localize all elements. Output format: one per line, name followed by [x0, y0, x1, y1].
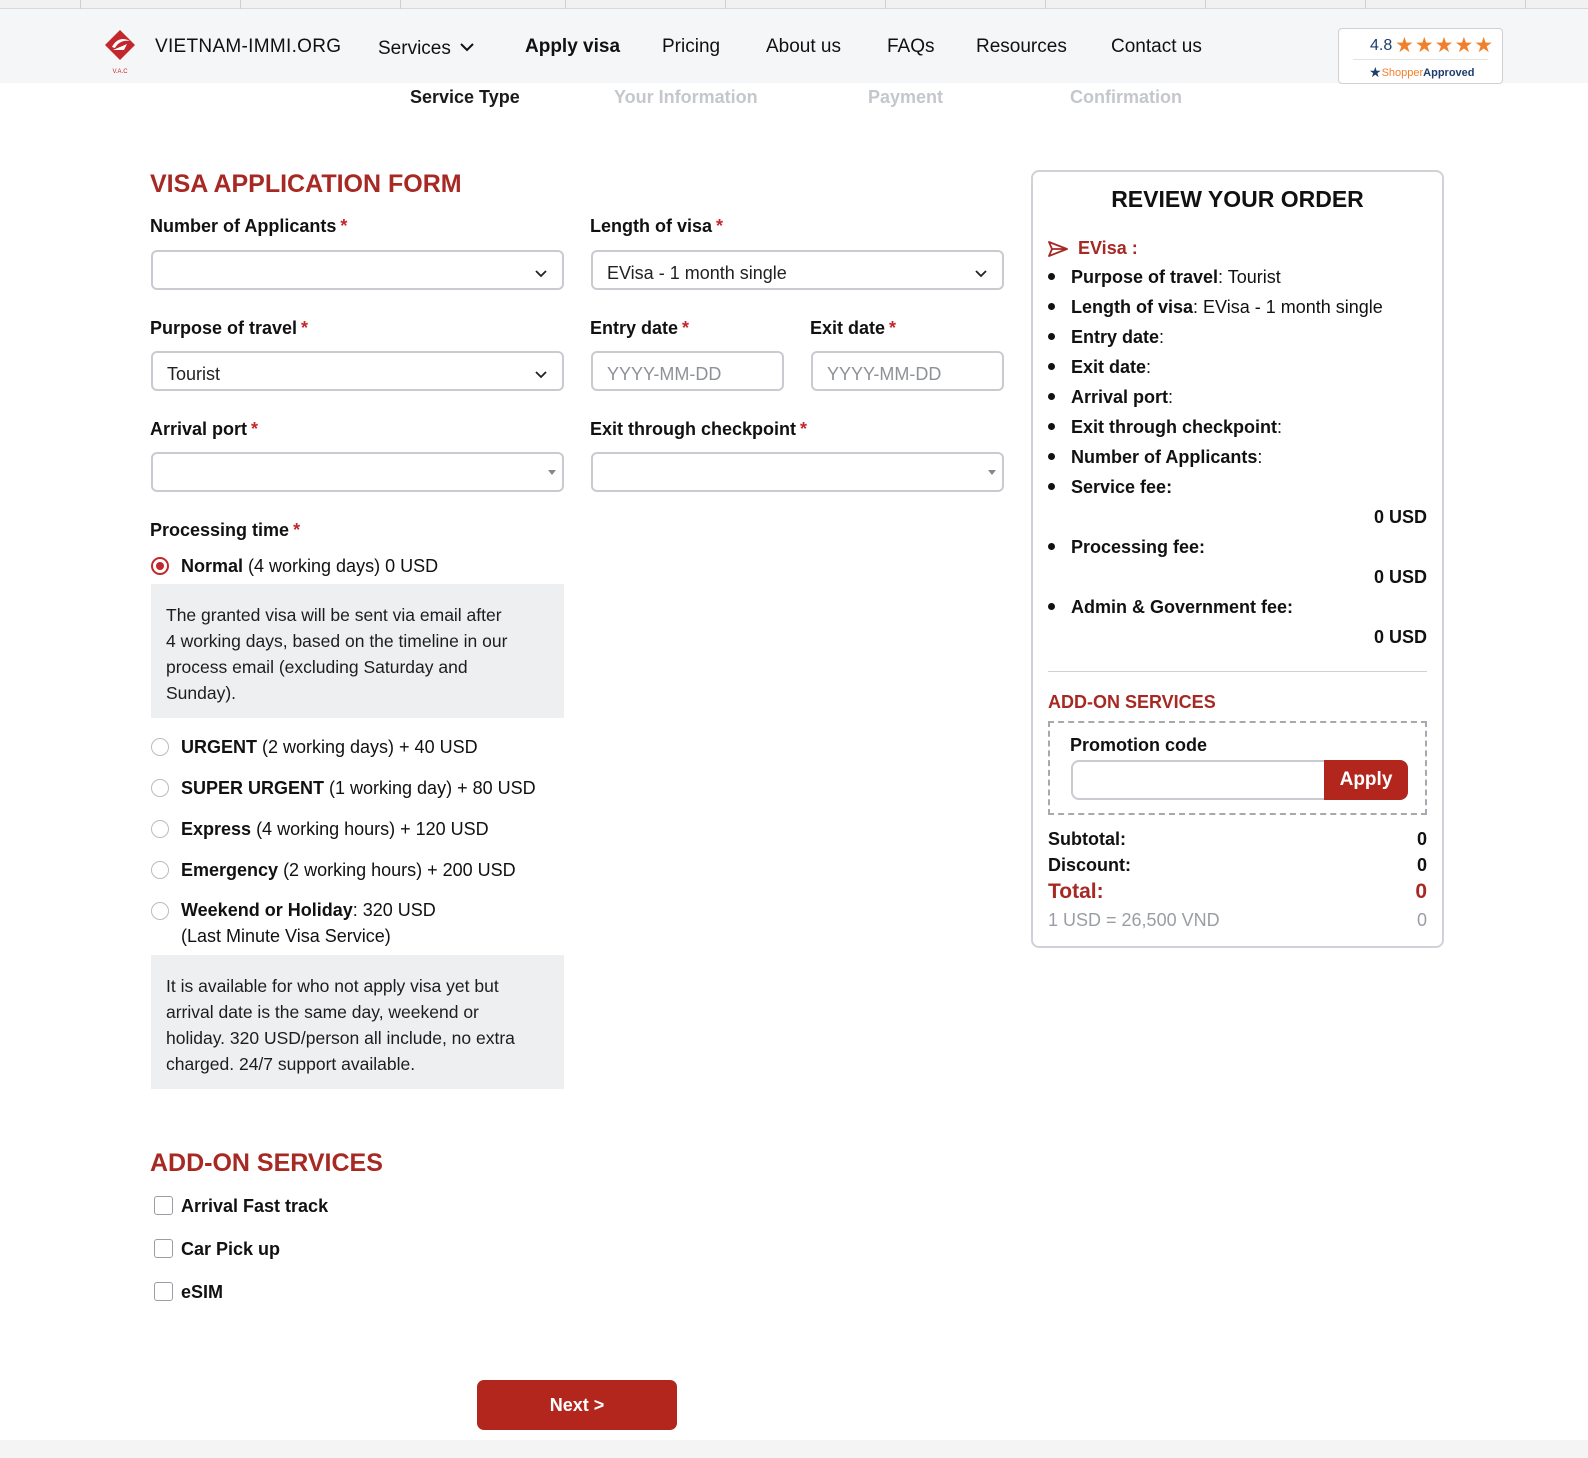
length-label: [590, 216, 723, 237]
logo-caption: V.A.C: [112, 69, 128, 75]
review-entry-label: Entry date: [1071, 327, 1160, 347]
note-line: arrival date is the same day, weekend or: [166, 1002, 479, 1022]
note-line: Sunday).: [166, 683, 237, 703]
exit-date-placeholder: YYYY-MM-DD: [827, 364, 942, 384]
option-express-name: Express: [181, 819, 252, 839]
required-mark: *: [682, 318, 690, 338]
option-express-detail: (4 working hours) + 120 USD: [251, 819, 489, 839]
option-urgent[interactable]: [181, 737, 478, 758]
evisa-label: EVisa :: [1078, 238, 1138, 258]
promo-code-input[interactable]: [1071, 760, 1326, 800]
discount-label: Discount:: [1048, 855, 1131, 875]
purpose-label-text: Purpose of travel: [150, 318, 298, 338]
review-arrival: Arrival port:: [1048, 387, 1173, 408]
brand-logo-icon[interactable]: [103, 28, 137, 76]
apply-promo-button[interactable]: Apply: [1324, 760, 1408, 800]
purpose-label: [150, 318, 308, 339]
review-length-label: Length of visa: [1071, 297, 1194, 317]
required-mark: *: [301, 318, 309, 338]
normal-note: [151, 584, 564, 718]
arrival-port-label-text: Arrival port: [150, 419, 248, 439]
chevron-down-icon: [974, 263, 988, 284]
entry-date-input[interactable]: [591, 351, 784, 391]
option-emergency[interactable]: [181, 860, 516, 881]
chevron-down-icon: [534, 364, 548, 385]
required-mark: *: [251, 419, 259, 439]
rating-score: 4.8: [1370, 37, 1393, 54]
rating-divider: [1353, 59, 1488, 60]
entry-date-label-text: Entry date: [590, 318, 679, 338]
exchange-rate-label: 1 USD = 26,500 VND: [1048, 910, 1220, 930]
star-icon: ★: [1369, 64, 1382, 80]
required-mark: *: [800, 419, 808, 439]
car-pickup-label[interactable]: Car Pick up: [181, 1239, 281, 1259]
applicants-label-text: Number of Applicants: [150, 216, 337, 236]
discount-value: 0: [1416, 855, 1427, 875]
radio-urgent[interactable]: [151, 738, 169, 756]
processing-label-text: Processing time: [150, 520, 290, 540]
nav-contact[interactable]: Contact us: [1111, 36, 1202, 57]
esim-checkbox[interactable]: [154, 1282, 173, 1301]
review-divider: [1048, 671, 1427, 672]
nav-about[interactable]: About us: [766, 36, 841, 57]
fast-track-label[interactable]: Arrival Fast track: [181, 1196, 329, 1216]
option-super-urgent-detail: (1 working day) + 80 USD: [324, 778, 536, 798]
rating-stars: ★★★★★: [1395, 34, 1495, 57]
option-normal-detail: (4 working days) 0 USD: [243, 556, 439, 576]
review-length-value: EVisa - 1 month single: [1203, 297, 1383, 317]
review-service-fee-value: 0 USD: [1373, 507, 1427, 527]
review-entry: Entry date:: [1048, 327, 1164, 348]
review-addons-title: ADD-ON SERVICES: [1048, 692, 1216, 712]
site-header: [0, 9, 1588, 83]
step-confirmation: Confirmation: [1070, 87, 1182, 107]
caret-down-icon: [988, 470, 996, 475]
nav-resources[interactable]: Resources: [976, 36, 1067, 57]
shopper-approved-logo: [1369, 64, 1475, 81]
review-processing-fee: [1048, 537, 1205, 558]
option-emergency-detail: (2 working hours) + 200 USD: [278, 860, 516, 880]
step-payment: Payment: [868, 87, 944, 107]
option-emergency-name: Emergency: [181, 860, 279, 880]
arrival-port-label: [150, 419, 258, 440]
bullet: [1048, 273, 1055, 280]
review-order-panel: [1031, 170, 1444, 948]
review-arrival-label: Arrival port: [1071, 387, 1169, 407]
review-checkpoint-label: Exit through checkpoint: [1071, 417, 1278, 437]
step-service-type: Service Type: [410, 87, 520, 107]
review-checkpoint: Exit through checkpoint:: [1048, 417, 1282, 438]
review-exit: Exit date:: [1048, 357, 1151, 378]
required-mark: *: [340, 216, 348, 236]
bullet: [1048, 333, 1055, 340]
length-select[interactable]: [591, 250, 1004, 290]
option-weekend[interactable]: [181, 897, 436, 949]
option-urgent-name: URGENT: [181, 737, 257, 757]
total-label: Total:: [1048, 880, 1104, 903]
entry-date-label: [590, 318, 689, 339]
bullet: [1048, 603, 1055, 610]
required-mark: *: [293, 520, 301, 540]
option-weekend-extra: (Last Minute Visa Service): [181, 926, 391, 946]
purpose-select[interactable]: [151, 351, 564, 391]
radio-emergency[interactable]: [151, 861, 169, 879]
total-value: 0: [1415, 880, 1427, 903]
bullet: [1048, 393, 1055, 400]
bottom-bar: [0, 1440, 1588, 1458]
option-normal-name: Normal: [181, 556, 244, 576]
send-plane-icon: [1048, 241, 1068, 262]
review-admin-fee-label: Admin & Government fee:: [1071, 597, 1294, 617]
note-line: The granted visa will be sent via email after: [166, 605, 502, 625]
length-label-text: Length of visa: [590, 216, 713, 236]
shopper-approved-badge[interactable]: [1338, 28, 1503, 84]
approved-text: Approved: [1423, 67, 1475, 79]
option-super-urgent-name: SUPER URGENT: [181, 778, 325, 798]
exit-date-label: [810, 318, 896, 339]
checkpoint-select[interactable]: [591, 452, 1004, 492]
exit-date-input[interactable]: [811, 351, 1004, 391]
review-admin-fee: [1048, 597, 1293, 618]
entry-date-placeholder: YYYY-MM-DD: [607, 364, 722, 384]
option-super-urgent[interactable]: [181, 778, 536, 799]
bullet: [1048, 453, 1055, 460]
required-mark: *: [889, 318, 897, 338]
promo-label: Promotion code: [1070, 735, 1208, 755]
form-title: VISA APPLICATION FORM: [150, 170, 462, 198]
chevron-down-icon: [459, 36, 475, 58]
option-weekend-detail: : 320 USD: [352, 900, 436, 920]
review-service-fee-label: Service fee:: [1071, 477, 1173, 497]
option-express[interactable]: [181, 819, 489, 840]
evisa-heading: [1048, 238, 1138, 262]
subtotal-value: 0: [1416, 829, 1427, 849]
review-admin-fee-value: 0 USD: [1373, 627, 1427, 647]
caret-down-icon: [548, 470, 556, 475]
bullet: [1048, 423, 1055, 430]
note-line: It is available for who not apply visa yet but: [166, 976, 499, 996]
arrival-port-select[interactable]: [151, 452, 564, 492]
bullet: [1048, 363, 1055, 370]
bullet: [1048, 543, 1055, 550]
addons-title: ADD-ON SERVICES: [150, 1149, 383, 1177]
top-strip: [0, 0, 1588, 9]
checkpoint-label: [590, 419, 807, 440]
bullet: [1048, 303, 1055, 310]
option-normal[interactable]: [181, 556, 438, 577]
exit-date-label-text: Exit date: [810, 318, 886, 338]
fast-track-checkbox[interactable]: [154, 1196, 173, 1215]
next-button[interactable]: Next >: [477, 1380, 677, 1430]
chevron-down-icon: [534, 263, 548, 284]
review-exit-label: Exit date: [1071, 357, 1147, 377]
length-value: EVisa - 1 month single: [607, 263, 787, 283]
review-processing-fee-label: Processing fee:: [1071, 537, 1206, 557]
radio-normal[interactable]: [151, 557, 169, 575]
nav-apply-visa[interactable]: Apply visa: [525, 36, 621, 57]
review-applicants-label: Number of Applicants: [1071, 447, 1258, 467]
purpose-value: Tourist: [167, 364, 221, 384]
car-pickup-checkbox[interactable]: [154, 1239, 173, 1258]
review-service-fee: [1048, 477, 1172, 498]
radio-super-urgent[interactable]: [151, 779, 169, 797]
option-weekend-name: Weekend or Holiday: [181, 900, 353, 920]
note-line: process email (excluding Saturday and: [166, 657, 468, 677]
bullet: [1048, 483, 1055, 490]
nav-services-label: Services: [378, 38, 451, 59]
nav-services[interactable]: [378, 36, 475, 60]
radio-weekend[interactable]: [151, 902, 169, 920]
promo-box: [1048, 721, 1427, 815]
review-applicants: Number of Applicants:: [1048, 447, 1262, 468]
weekend-note: [151, 955, 564, 1089]
review-length: Length of visa: EVisa - 1 month single: [1048, 297, 1383, 318]
applicants-label: [150, 216, 347, 237]
required-mark: *: [716, 216, 724, 236]
review-purpose-value: Tourist: [1227, 267, 1281, 287]
processing-label: [150, 520, 300, 541]
review-processing-fee-value: 0 USD: [1373, 567, 1427, 587]
note-line: holiday. 320 USD/person all include, no extra: [166, 1028, 515, 1048]
radio-express[interactable]: [151, 820, 169, 838]
review-purpose: Purpose of travel: Tourist: [1048, 267, 1281, 288]
brand-name[interactable]: VIETNAM-IMMI.ORG: [155, 36, 342, 57]
esim-label[interactable]: eSIM: [181, 1282, 224, 1302]
exchange-rate-value: 0: [1416, 910, 1427, 930]
step-your-information: Your Information: [614, 87, 758, 107]
subtotal-label: Subtotal:: [1048, 829, 1126, 849]
nav-faqs[interactable]: FAQs: [887, 36, 935, 57]
checkpoint-label-text: Exit through checkpoint: [590, 419, 797, 439]
applicants-select[interactable]: [151, 250, 564, 290]
note-line: charged. 24/7 support available.: [166, 1054, 416, 1074]
note-line: 4 working days, based on the timeline in our: [166, 631, 508, 651]
review-title: REVIEW YOUR ORDER: [1111, 186, 1364, 212]
review-purpose-label: Purpose of travel: [1071, 267, 1219, 287]
nav-pricing[interactable]: Pricing: [662, 36, 721, 57]
option-urgent-detail: (2 working days) + 40 USD: [257, 737, 478, 757]
shopper-text: Shopper: [1381, 67, 1424, 79]
